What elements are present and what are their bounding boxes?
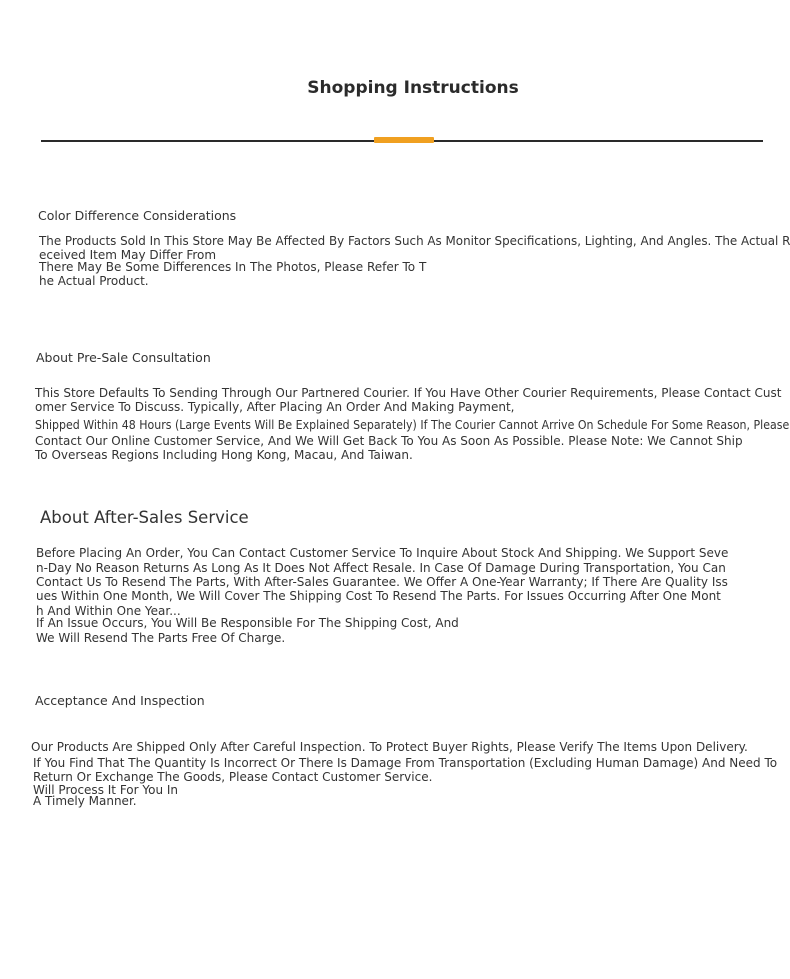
section-heading-after-sales: About After-Sales Service: [40, 508, 249, 527]
section-text-line: n-Day No Reason Returns As Long As It Does Not Affect Resale. In Case Of Damage During Transportation, You Can: [36, 561, 726, 575]
section-text-line: omer Service To Discuss. Typically, After Placing An Order And Making Payment,: [35, 400, 515, 414]
section-text-line: Shipped Within 48 Hours (Large Events Will Be Explained Separately) If The Courier Cannot Arrive On Schedule For Some Reason, Please: [35, 418, 790, 432]
section-text-line: If You Find That The Quantity Is Incorrect Or There Is Damage From Transportation (Excluding Human Damage) And Need To: [33, 756, 778, 770]
section-text-line: he Actual Product.: [39, 274, 149, 288]
section-text-line: Contact Our Online Customer Service, And We Will Get Back To You As Soon As Possible. Please Note: We Cannot Ship: [35, 434, 743, 448]
section-text-line: The Products Sold In This Store May Be Affected By Factors Such As Monitor Specifications, Lighting, And Angles. The Actual R: [39, 234, 790, 248]
section-text-line: If An Issue Occurs, You Will Be Responsible For The Shipping Cost, And: [36, 616, 459, 630]
section-text-line: Before Placing An Order, You Can Contact Customer Service To Inquire About Stock And Shipping. We Support Seve: [36, 546, 729, 560]
section-text-line: Will Process It For You In: [33, 783, 179, 797]
section-text-line: Our Products Are Shipped Only After Careful Inspection. To Protect Buyer Rights, Please Verify The Items Upon Delivery.: [31, 740, 748, 754]
section-text-line: There May Be Some Differences In The Photos, Please Refer To T: [39, 260, 427, 274]
page-title: Shopping Instructions: [307, 78, 519, 98]
section-text-line: We Will Resend The Parts Free Of Charge.: [36, 631, 286, 645]
section-text-line: To Overseas Regions Including Hong Kong, Macau, And Taiwan.: [35, 448, 413, 462]
section-text-line: ues Within One Month, We Will Cover The Shipping Cost To Resend The Parts. For Issues Occurring After One Mont: [36, 589, 721, 603]
section-text-line: A Timely Manner.: [33, 794, 137, 808]
section-heading-acceptance-inspection: Acceptance And Inspection: [35, 693, 205, 708]
title-accent-bar: [374, 137, 434, 143]
section-text-line: Return Or Exchange The Goods, Please Contact Customer Service.: [33, 770, 433, 784]
section-text-line: This Store Defaults To Sending Through Our Partnered Courier. If You Have Other Courier Requirements, Please Contact Cust: [35, 386, 782, 400]
section-text-line: eceived Item May Differ From: [39, 248, 217, 262]
section-heading-color-difference: Color Difference Considerations: [38, 208, 237, 223]
section-heading-pre-sale: About Pre-Sale Consultation: [36, 350, 211, 365]
section-text-line: Contact Us To Resend The Parts, With After-Sales Guarantee. We Offer A One-Year Warranty; If There Are Quality Iss: [36, 575, 728, 589]
section-text-line: h And Within One Year...: [36, 604, 181, 618]
